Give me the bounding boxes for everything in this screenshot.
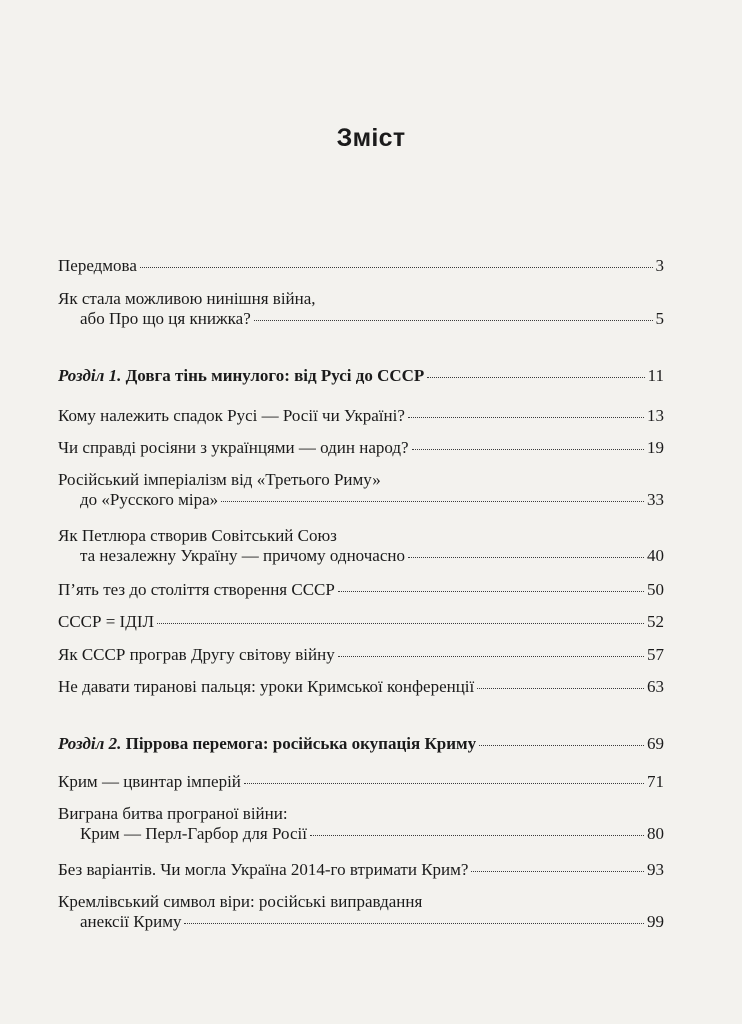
- toc-entry-title: Виграна битва програної війни:: [58, 804, 288, 823]
- toc-page-number: 63: [647, 677, 664, 696]
- toc-entry-title: Кому належить спадок Русі — Росії чи Україні?: [58, 406, 405, 425]
- dot-leader: [338, 656, 644, 657]
- toc-page-number: 93: [647, 860, 664, 879]
- toc-entry: [58, 612, 664, 632]
- toc-entry: [58, 860, 664, 880]
- chapter-label: Розділ 2.: [58, 734, 122, 753]
- toc-entry-title: Без варіантів. Чи могла Україна 2014-го втримати Крим?: [58, 860, 469, 879]
- toc-chapter-2: [58, 734, 664, 754]
- dot-leader: [408, 557, 644, 558]
- toc-entry-title: СССР = ІДІЛ: [58, 612, 155, 631]
- toc-page-number: 19: [647, 438, 664, 457]
- toc-entry: [58, 438, 664, 458]
- toc-entry: [58, 892, 664, 932]
- toc-entry-title-continued: та незалежну Україну — причому одночасно: [80, 546, 405, 565]
- dot-leader: [157, 623, 644, 624]
- dot-leader: [338, 591, 644, 592]
- toc-entry: [58, 677, 664, 697]
- toc-entry: [58, 645, 664, 665]
- toc-entry-title-continued: Крим — Перл-Гарбор для Росії: [80, 824, 307, 843]
- toc-page-number: 13: [647, 406, 664, 425]
- chapter-title: Піррова перемога: російська окупація Криму: [125, 734, 477, 753]
- toc-entry-title-continued: анексії Криму: [80, 912, 182, 931]
- toc-entry-title: Як Петлюра створив Совітський Союз: [58, 526, 337, 545]
- toc-entry-title: Крим — цвинтар імперій: [58, 772, 241, 791]
- toc-title: Зміст: [336, 124, 406, 152]
- toc-entry-title-continued: до «Русского міра»: [80, 490, 219, 509]
- toc-entry: [58, 526, 664, 566]
- toc-page-number: 50: [647, 580, 664, 599]
- toc-entry-title: Передмова: [58, 256, 137, 275]
- dot-leader: [408, 417, 644, 418]
- toc-entry-title: П’ять тез до століття створення СССР: [58, 580, 335, 599]
- dot-leader: [184, 923, 644, 924]
- toc-page-number: 40: [647, 546, 664, 565]
- dot-leader: [427, 377, 644, 378]
- dot-leader: [412, 449, 644, 450]
- dot-leader: [244, 783, 644, 784]
- toc-entry-title: Як СССР програв Другу світову війну: [58, 645, 335, 664]
- toc-entry-title: Кремлівський символ віри: російські виправдання: [58, 892, 423, 911]
- toc-entry-title: Не давати тиранові пальця: уроки Кримської конференції: [58, 677, 475, 696]
- toc-entry: [58, 772, 664, 792]
- toc-page-number: 52: [647, 612, 664, 631]
- toc-page-number: 33: [647, 490, 664, 509]
- toc-chapter-1: [58, 366, 664, 386]
- dot-leader: [479, 745, 644, 746]
- toc-entry-title: Як стала можливою нинішня війна,: [58, 289, 316, 308]
- dot-leader: [310, 835, 644, 836]
- toc-entry: [58, 406, 664, 426]
- dot-leader: [477, 688, 644, 689]
- toc-page-number: 57: [647, 645, 664, 664]
- dot-leader: [140, 267, 653, 268]
- dot-leader: [221, 501, 644, 502]
- chapter-label: Розділ 1.: [58, 366, 122, 385]
- toc-page-number: 69: [647, 734, 664, 753]
- toc-page-number: 80: [647, 824, 664, 843]
- toc-entry-title: Російський імперіалізм від «Третього Риму»: [58, 470, 381, 489]
- toc-entry-title-continued: або Про що ця книжка?: [80, 309, 251, 328]
- toc-entry: [58, 289, 664, 329]
- toc-entry: [58, 470, 664, 510]
- chapter-title: Довга тінь минулого: від Русі до СССР: [125, 366, 425, 385]
- toc-page-number: 11: [647, 366, 664, 385]
- toc-page-number: 3: [655, 256, 664, 275]
- toc-entry-foreword: [58, 256, 664, 276]
- dot-leader: [471, 871, 644, 872]
- toc-page-number: 99: [647, 912, 664, 931]
- toc-entry: [58, 580, 664, 600]
- toc-entry: [58, 804, 664, 844]
- toc-page-number: 71: [647, 772, 664, 791]
- toc-page-number: 5: [655, 309, 664, 328]
- dot-leader: [254, 320, 653, 321]
- toc-entry-title: Чи справді росіяни з українцями — один народ?: [58, 438, 409, 457]
